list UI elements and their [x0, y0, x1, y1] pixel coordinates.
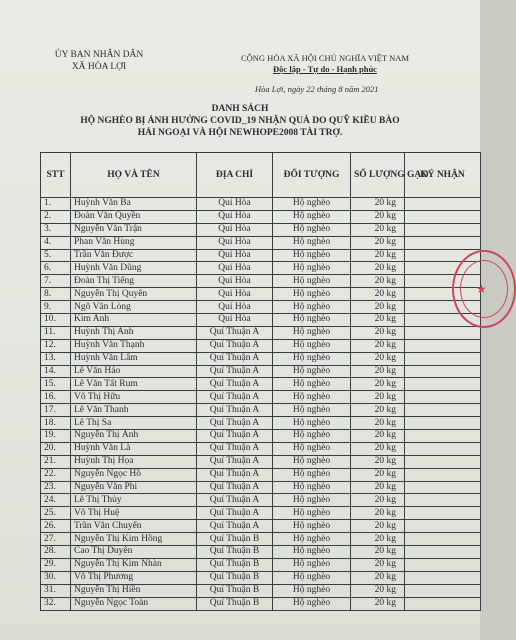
cell-address: Quí Thuận A	[197, 430, 273, 443]
cell-stt: 31.	[41, 584, 71, 597]
cell-signature	[405, 378, 481, 391]
cell-stt: 6.	[41, 262, 71, 275]
cell-address: Quí Thuận A	[197, 378, 273, 391]
document-date: Hòa Lợi, ngày 22 tháng 8 năm 2021	[255, 84, 379, 94]
table-row	[41, 339, 481, 352]
table-row	[41, 417, 481, 430]
cell-quantity: 20 kg	[351, 455, 405, 468]
cell-quantity: 20 kg	[351, 314, 405, 327]
cell-name: Võ Thị Phương	[71, 571, 197, 584]
table-row	[41, 520, 481, 533]
cell-category: Hộ nghèo	[273, 301, 351, 314]
cell-quantity: 20 kg	[351, 597, 405, 610]
cell-category: Hộ nghèo	[273, 275, 351, 288]
cell-quantity: 20 kg	[351, 571, 405, 584]
cell-category: Hộ nghèo	[273, 378, 351, 391]
table-row	[41, 442, 481, 455]
table-row	[41, 558, 481, 571]
table-row	[41, 404, 481, 417]
table-row	[41, 288, 481, 301]
cell-address: Quí Thuận B	[197, 571, 273, 584]
table-row	[41, 391, 481, 404]
cell-address: Quí Thuận A	[197, 520, 273, 533]
cell-stt: 17.	[41, 404, 71, 417]
cell-stt: 2.	[41, 210, 71, 223]
agency-name: ỦY BAN NHÂN DÂN	[54, 50, 144, 60]
table-row	[41, 210, 481, 223]
cell-address: Quí Thuận A	[197, 404, 273, 417]
cell-quantity: 20 kg	[351, 262, 405, 275]
cell-quantity: 20 kg	[351, 391, 405, 404]
seal-star-icon: ★	[476, 282, 487, 296]
cell-name: Đoàn Văn Quyền	[71, 210, 197, 223]
cell-quantity: 20 kg	[351, 468, 405, 481]
cell-address: Quí Hòa	[197, 262, 273, 275]
cell-name: Huỳnh Thị Anh	[71, 326, 197, 339]
cell-address: Quí Thuận A	[197, 494, 273, 507]
cell-category: Hộ nghèo	[273, 339, 351, 352]
cell-quantity: 20 kg	[351, 494, 405, 507]
commune-name: XÃ HÒA LỢI	[71, 62, 127, 72]
cell-address: Quí Thuận A	[197, 391, 273, 404]
country-name: CỘNG HÒA XÃ HỘI CHỦ NGHĨA VIỆT NAM	[240, 53, 410, 63]
cell-category: Hộ nghèo	[273, 314, 351, 327]
cell-category: Hộ nghèo	[273, 468, 351, 481]
cell-name: Võ Thị Huệ	[71, 507, 197, 520]
cell-quantity: 20 kg	[351, 236, 405, 249]
cell-name: Lê Thị Sa	[71, 417, 197, 430]
table-row	[41, 249, 481, 262]
cell-quantity: 20 kg	[351, 249, 405, 262]
cell-stt: 11.	[41, 326, 71, 339]
cell-stt: 9.	[41, 301, 71, 314]
cell-signature	[405, 442, 481, 455]
cell-quantity: 20 kg	[351, 378, 405, 391]
table-row	[41, 301, 481, 314]
cell-name: Nguyễn Thị Quyên	[71, 288, 197, 301]
cell-category: Hộ nghèo	[273, 210, 351, 223]
cell-category: Hộ nghèo	[273, 352, 351, 365]
cell-stt: 10.	[41, 314, 71, 327]
table-body	[41, 198, 481, 611]
cell-address: Quí Thuận B	[197, 533, 273, 546]
cell-category: Hộ nghèo	[273, 365, 351, 378]
cell-address: Quí Hòa	[197, 223, 273, 236]
cell-name: Lê Văn Hảo	[71, 365, 197, 378]
cell-address: Quí Thuận B	[197, 558, 273, 571]
cell-quantity: 20 kg	[351, 352, 405, 365]
cell-signature	[405, 210, 481, 223]
cell-name: Nguyễn Ngọc Hồ	[71, 468, 197, 481]
cell-name: Lê Văn Thanh	[71, 404, 197, 417]
table-row	[41, 352, 481, 365]
cell-signature	[405, 417, 481, 430]
cell-name: Võ Thị Hữu	[71, 391, 197, 404]
cell-quantity: 20 kg	[351, 301, 405, 314]
cell-signature	[405, 326, 481, 339]
header-address: ĐỊA CHỈ	[197, 153, 273, 198]
cell-address: Quí Thuận A	[197, 339, 273, 352]
table-row	[41, 455, 481, 468]
title-line-1: DANH SÁCH	[211, 104, 269, 114]
cell-signature	[405, 558, 481, 571]
cell-name: Nguyễn Thị Ánh	[71, 430, 197, 443]
table-row	[41, 262, 481, 275]
cell-stt: 12.	[41, 339, 71, 352]
table-row	[41, 468, 481, 481]
cell-category: Hộ nghèo	[273, 597, 351, 610]
cell-quantity: 20 kg	[351, 326, 405, 339]
table-row	[41, 507, 481, 520]
cell-stt: 18.	[41, 417, 71, 430]
cell-stt: 15.	[41, 378, 71, 391]
cell-signature	[405, 584, 481, 597]
cell-stt: 22.	[41, 468, 71, 481]
cell-address: Quí Thuận B	[197, 546, 273, 559]
cell-signature	[405, 430, 481, 443]
cell-name: Trần Văn Được	[71, 249, 197, 262]
cell-category: Hộ nghèo	[273, 430, 351, 443]
cell-quantity: 20 kg	[351, 210, 405, 223]
cell-name: Huỳnh Thị Họa	[71, 455, 197, 468]
table-row	[41, 236, 481, 249]
table-row	[41, 546, 481, 559]
cell-stt: 21.	[41, 455, 71, 468]
document-title	[40, 103, 440, 139]
cell-signature	[405, 520, 481, 533]
cell-signature	[405, 198, 481, 211]
table-row	[41, 430, 481, 443]
header-rice-quantity: SỐ LƯỢNG GẠO	[351, 153, 405, 198]
cell-address: Quí Hòa	[197, 275, 273, 288]
cell-address: Quí Thuận A	[197, 455, 273, 468]
cell-address: Quí Thuận A	[197, 468, 273, 481]
cell-name: Ngô Văn Lòng	[71, 301, 197, 314]
cell-signature	[405, 391, 481, 404]
table-row	[41, 314, 481, 327]
cell-category: Hộ nghèo	[273, 288, 351, 301]
cell-category: Hộ nghèo	[273, 391, 351, 404]
cell-signature	[405, 455, 481, 468]
cell-name: Huỳnh Văn Thạnh	[71, 339, 197, 352]
cell-stt: 28.	[41, 546, 71, 559]
cell-stt: 14.	[41, 365, 71, 378]
cell-category: Hộ nghèo	[273, 223, 351, 236]
cell-quantity: 20 kg	[351, 546, 405, 559]
cell-signature	[405, 404, 481, 417]
cell-address: Quí Hòa	[197, 288, 273, 301]
cell-category: Hộ nghèo	[273, 494, 351, 507]
cell-name: Huỳnh Văn Lâm	[71, 352, 197, 365]
cell-quantity: 20 kg	[351, 533, 405, 546]
cell-category: Hộ nghèo	[273, 262, 351, 275]
cell-quantity: 20 kg	[351, 275, 405, 288]
cell-stt: 23.	[41, 481, 71, 494]
cell-address: Quí Thuận A	[197, 442, 273, 455]
cell-quantity: 20 kg	[351, 339, 405, 352]
cell-quantity: 20 kg	[351, 288, 405, 301]
cell-category: Hộ nghèo	[273, 326, 351, 339]
cell-quantity: 20 kg	[351, 442, 405, 455]
table-row	[41, 365, 481, 378]
table-row	[41, 198, 481, 211]
cell-name: Đoàn Thị Tiếng	[71, 275, 197, 288]
cell-quantity: 20 kg	[351, 417, 405, 430]
cell-address: Quí Hòa	[197, 314, 273, 327]
cell-address: Quí Thuận A	[197, 481, 273, 494]
header-name: HỌ VÀ TÊN	[71, 153, 197, 198]
cell-category: Hộ nghèo	[273, 546, 351, 559]
cell-signature	[405, 339, 481, 352]
cell-address: Quí Hòa	[197, 198, 273, 211]
cell-name: Huỳnh Văn Ba	[71, 198, 197, 211]
cell-category: Hộ nghèo	[273, 507, 351, 520]
cell-name: Nguyễn Thị Hiền	[71, 584, 197, 597]
cell-quantity: 20 kg	[351, 507, 405, 520]
cell-address: Quí Thuận B	[197, 584, 273, 597]
cell-stt: 16.	[41, 391, 71, 404]
cell-signature	[405, 468, 481, 481]
cell-signature	[405, 533, 481, 546]
table-row	[41, 494, 481, 507]
cell-name: Lê Thị Thủy	[71, 494, 197, 507]
title-line-3: HẢI NGOẠI VÀ HỘI NEWHOPE2008 TÀI TRỢ.	[137, 128, 343, 138]
cell-category: Hộ nghèo	[273, 558, 351, 571]
cell-stt: 4.	[41, 236, 71, 249]
cell-quantity: 20 kg	[351, 365, 405, 378]
national-header	[200, 53, 450, 75]
national-motto: Độc lập - Tự do - Hạnh phúc	[273, 64, 377, 74]
cell-signature	[405, 507, 481, 520]
cell-name: Lê Văn Tất Rum	[71, 378, 197, 391]
cell-category: Hộ nghèo	[273, 481, 351, 494]
cell-category: Hộ nghèo	[273, 198, 351, 211]
cell-stt: 19.	[41, 430, 71, 443]
cell-name: Huỳnh Văn Là	[71, 442, 197, 455]
cell-category: Hộ nghèo	[273, 236, 351, 249]
cell-address: Quí Thuận B	[197, 597, 273, 610]
cell-quantity: 20 kg	[351, 430, 405, 443]
cell-category: Hộ nghèo	[273, 455, 351, 468]
cell-category: Hộ nghèo	[273, 442, 351, 455]
cell-name: Trần Văn Chuyển	[71, 520, 197, 533]
cell-category: Hộ nghèo	[273, 249, 351, 262]
cell-quantity: 20 kg	[351, 558, 405, 571]
cell-address: Quí Thuận A	[197, 326, 273, 339]
title-line-2: HỘ NGHÈO BỊ ẢNH HƯỞNG COVID_19 NHẬN QUÀ DO QUỸ KIỀU BÀO	[80, 116, 400, 126]
cell-signature	[405, 236, 481, 249]
cell-address: Quí Thuận A	[197, 365, 273, 378]
cell-signature	[405, 494, 481, 507]
cell-name: Nguyễn Thị Kim Nhàn	[71, 558, 197, 571]
table-row	[41, 223, 481, 236]
agency-header	[34, 49, 164, 73]
cell-stt: 32.	[41, 597, 71, 610]
cell-address: Quí Thuận A	[197, 352, 273, 365]
table-row	[41, 326, 481, 339]
cell-signature	[405, 597, 481, 610]
table-row	[41, 533, 481, 546]
cell-quantity: 20 kg	[351, 404, 405, 417]
cell-signature	[405, 571, 481, 584]
cell-name: Nguyễn Ngọc Toàn	[71, 597, 197, 610]
cell-quantity: 20 kg	[351, 198, 405, 211]
cell-address: Quí Hòa	[197, 301, 273, 314]
header-category: ĐỐI TƯỢNG	[273, 153, 351, 198]
cell-address: Quí Hòa	[197, 236, 273, 249]
cell-signature	[405, 352, 481, 365]
cell-signature	[405, 481, 481, 494]
cell-quantity: 20 kg	[351, 481, 405, 494]
cell-stt: 3.	[41, 223, 71, 236]
cell-address: Quí Hòa	[197, 210, 273, 223]
cell-name: Kim Anh	[71, 314, 197, 327]
cell-stt: 25.	[41, 507, 71, 520]
cell-signature	[405, 223, 481, 236]
official-seal-icon	[452, 250, 516, 328]
table-row	[41, 378, 481, 391]
table-header-row	[41, 153, 481, 198]
cell-address: Quí Thuận A	[197, 417, 273, 430]
cell-stt: 20.	[41, 442, 71, 455]
cell-stt: 24.	[41, 494, 71, 507]
cell-stt: 5.	[41, 249, 71, 262]
cell-name: Phan Văn Hùng	[71, 236, 197, 249]
table-row	[41, 597, 481, 610]
cell-category: Hộ nghèo	[273, 533, 351, 546]
header-stt: STT	[41, 153, 71, 198]
table-row	[41, 481, 481, 494]
cell-category: Hộ nghèo	[273, 404, 351, 417]
cell-quantity: 20 kg	[351, 520, 405, 533]
cell-category: Hộ nghèo	[273, 571, 351, 584]
cell-stt: 27.	[41, 533, 71, 546]
cell-name: Nguyễn Văn Trận	[71, 223, 197, 236]
cell-stt: 26.	[41, 520, 71, 533]
cell-category: Hộ nghèo	[273, 584, 351, 597]
cell-signature	[405, 546, 481, 559]
cell-stt: 1.	[41, 198, 71, 211]
table-row	[41, 584, 481, 597]
cell-name: Nguyễn Thị Kim Hồng	[71, 533, 197, 546]
cell-address: Quí Hòa	[197, 249, 273, 262]
table-row	[41, 275, 481, 288]
table-row	[41, 571, 481, 584]
cell-name: Huỳnh Văn Dũng	[71, 262, 197, 275]
cell-stt: 8.	[41, 288, 71, 301]
cell-name: Nguyễn Văn Phi	[71, 481, 197, 494]
cell-stt: 13.	[41, 352, 71, 365]
cell-address: Quí Thuận A	[197, 507, 273, 520]
header-signature: KÝ NHẬN	[405, 153, 481, 198]
cell-stt: 7.	[41, 275, 71, 288]
recipient-table	[40, 152, 481, 611]
cell-signature	[405, 365, 481, 378]
cell-stt: 29.	[41, 558, 71, 571]
cell-category: Hộ nghèo	[273, 520, 351, 533]
cell-quantity: 20 kg	[351, 584, 405, 597]
cell-category: Hộ nghèo	[273, 417, 351, 430]
cell-quantity: 20 kg	[351, 223, 405, 236]
cell-name: Cao Thị Duyên	[71, 546, 197, 559]
cell-stt: 30.	[41, 571, 71, 584]
